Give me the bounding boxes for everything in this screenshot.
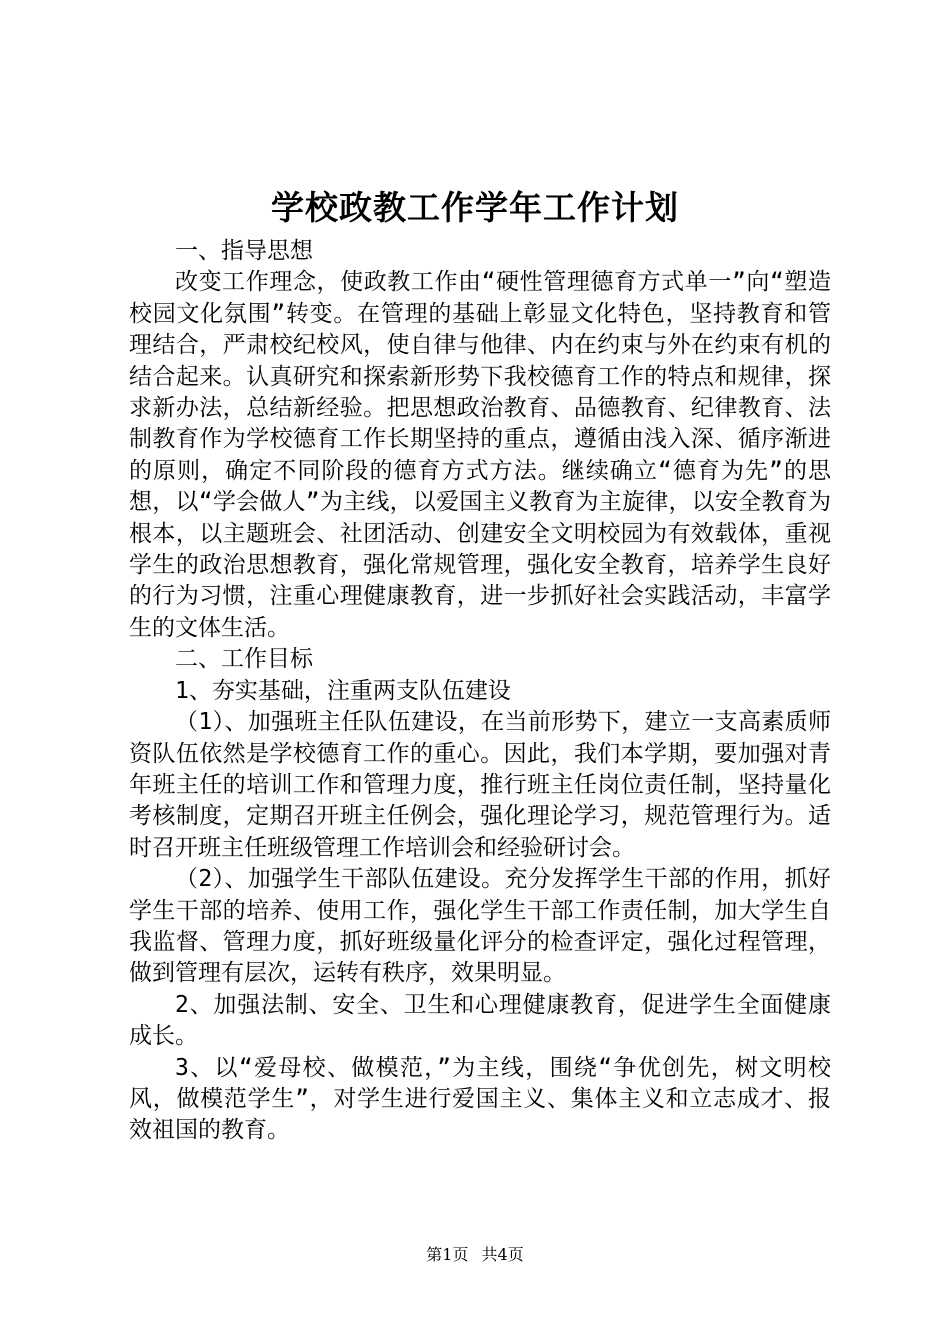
paragraph-guiding-ideology: 改变工作理念，使政教工作由“硬性管理德育方式单一”向“塑造校园文化氛围”转变。在管理的基础上彰显文化特色，坚持教育和管理结合，严肃校纪校风，使自律与他律、内在约束与外在约束有机的结合起来。认真研究和探索新形势下我校德育工作的特点和规律，探求新办法，总结新经验。把思想政治教育、品德教育、纪律教育、法制教育作为学校德育工作长期坚持的重点，遵循由浅入深、循序渐进的原则，确定不同阶段的德育方式方法。继续确立“德育为先”的思想，以“学会做人”为主线，以爱国主义教育为主旋律，以安全教育为根本，以主题班会、社团活动、创建安全文明校园为有效载体，重视学生的政治思想教育，强化常规管理，强化安全教育，培养学生良好的行为习惯，注重心理健康教育，进一步抓好社会实践活动，丰富学生的文体生活。 <box>129 269 831 641</box>
page-total: 共4页 <box>481 1245 524 1264</box>
section-heading-work-goals: 二、工作目标 <box>175 646 313 673</box>
document-body <box>129 236 831 1147</box>
paragraph-item-1-2: （2）、加强学生干部队伍建设。充分发挥学生干部的作用，抓好学生干部的培养、使用工作，强化学生干部工作责任制，加大学生自我监督、管理力度，抓好班级量化评分的检查评定，强化过程管理，做到管理有层次，运转有秩序，效果明显。 <box>129 866 831 987</box>
document-title: 学校政教工作学年工作计划 <box>271 188 679 227</box>
page-number: 第1页 <box>426 1245 469 1264</box>
paragraph-item-1-1: （1）、加强班主任队伍建设，在当前形势下，建立一支高素质师资队伍依然是学校德育工作的重心。因此，我们本学期，要加强对青年班主任的培训工作和管理力度，推行班主任岗位责任制，坚持量化考核制度，定期召开班主任例会，强化理论学习，规范管理行为。适时召开班主任班级管理工作培训会和经验研讨会。 <box>129 709 831 861</box>
page-footer <box>0 1244 950 1266</box>
item-heading-1: 1、夯实基础，注重两支队伍建设 <box>175 677 511 704</box>
paragraph-item-3: 3、以“爱母校、做模范，”为主线，围绕“争优创先，树文明校风，做模范学生”，对学生进行爱国主义、集体主义和立志成才、报效祖国的教育。 <box>129 1054 831 1144</box>
section-heading-guiding-ideology: 一、指导思想 <box>175 238 313 264</box>
paragraph-item-2: 2、加强法制、安全、卫生和心理健康教育，促进学生全面健康成长。 <box>129 991 831 1050</box>
